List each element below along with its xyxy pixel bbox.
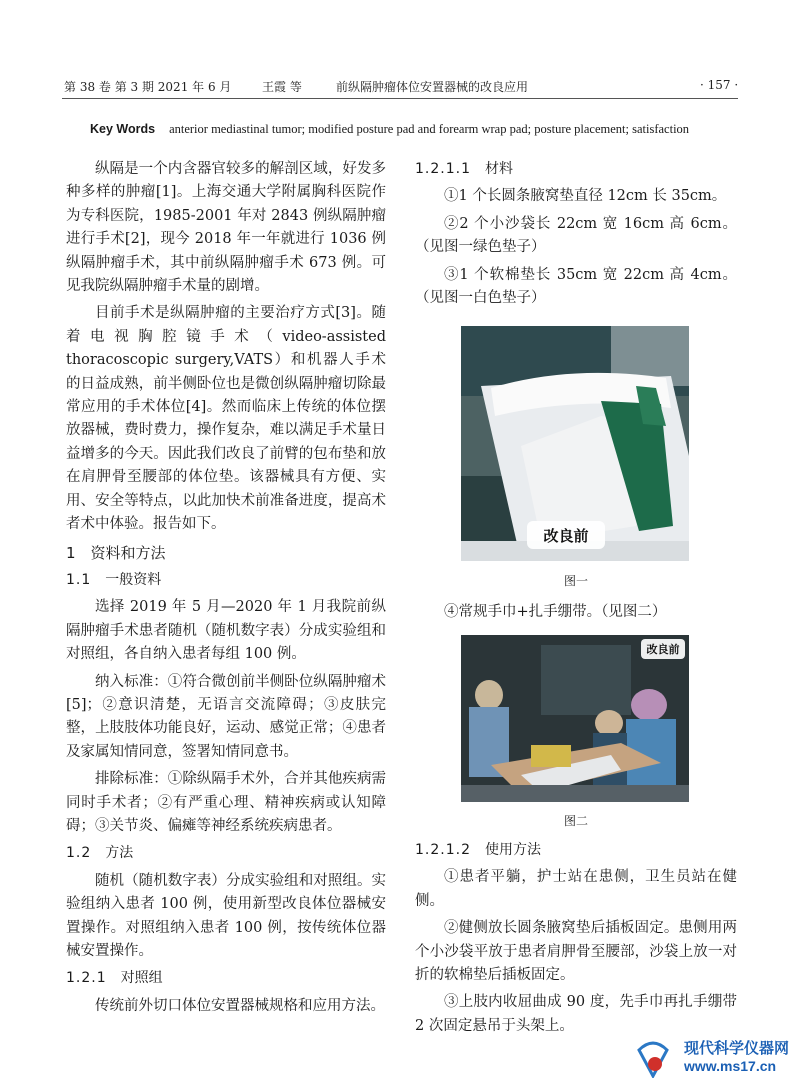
figure-1-label: 改良前 (527, 521, 605, 549)
material-item-1: ①1 个长圆条腋窝垫直径 12cm 长 35cm。 (444, 188, 727, 205)
paragraph-exclusion: 排除标准：①除纵隔手术外，合并其他疾病需同时手术者；②有严重心理、精神疾病或认知障碍；③关节炎、偏瘫等神经系统疾病患者。 (66, 771, 386, 834)
page-number: · 157 · (700, 78, 739, 92)
watermark-logo-icon (633, 1038, 673, 1078)
section-1-1-heading: 1.1 一般资料 (66, 571, 162, 588)
section-1-2-1-heading: 1.2.1 对照组 (66, 970, 163, 987)
figure-1-photo (461, 326, 689, 561)
watermark-name[interactable]: 现代科学仪器网 (684, 1039, 790, 1057)
keywords-line (90, 122, 689, 137)
figure-2-label: 改良前 (641, 639, 685, 659)
keywords-label: Key Words (90, 122, 156, 136)
paragraph-inclusion: 纳入标准：①符合微创前半侧卧位纵隔肿瘤术[5]；②意识清楚，无语言交流障碍；③皮肤完整，上肢肢体功能良好，运动、感觉正常；④患者及家属知情同意，签署知情同意书。 (66, 673, 386, 760)
material-item-2: ②2 个小沙袋长 22cm 宽 16cm 高 6cm。（见图一绿色垫子） (415, 215, 737, 256)
paragraph-intro: 纵隔是一个内含器官较多的解剖区域，好发多种多样的肿瘤[1]。上海交通大学附属胸科医院作为专科医院，1985-2001 年对 2843 例纵隔肿瘤进行手术[2]，现今 2018 年一年就进行 1036 例纵隔肿瘤手术，其中前纵隔肿瘤手术 673 例。可见我院纵隔肿瘤手术量的剧增。 (66, 161, 386, 295)
watermark-url[interactable]: www.ms17.cn (684, 1058, 777, 1074)
header-rule (62, 98, 738, 99)
keywords-text: anterior mediastinal tumor; modified posture pad and forearm wrap pad; posture placement; satisfaction (169, 122, 690, 136)
header-authors: 王霞 等 (262, 80, 302, 94)
figure-2-caption: 图二 (564, 814, 589, 828)
figure-2-photo (461, 635, 689, 802)
right-column-mid (415, 601, 737, 628)
usage-step-2: ②健侧放长圆条腋窝垫后插板固定。患侧用两个小沙袋平放于患者肩胛骨至腰部，沙袋上放一对折的软棉垫后插板固定。 (415, 920, 737, 984)
left-column (66, 158, 386, 1022)
material-item-3: ③1 个软棉垫长 35cm 宽 22cm 高 4cm。（见图一白色垫子） (415, 266, 737, 307)
journal-issue: 第 38 卷 第 3 期 2021 年 6 月 (64, 80, 232, 94)
section-1-heading: 1 资料和方法 (66, 543, 166, 562)
paragraph-treatment: 目前手术是纵隔肿瘤的主要治疗方式[3]。随着电视胸腔镜手术（video-assisted thoracoscopic surgery,VATS）和机器人手术的日益成熟，前半侧卧位也是微创纵隔肿瘤切除最常应用的手术体位[4]。然而临床上传统的体位摆放器械，费时费力，操作复杂，难以满足手术量日益增多的今天。因此我们改良了前臂的包布垫和放在肩胛骨至腰部的体位垫。该器械具有方便、实用、安全等特点，以此加快术前准备进度，提高术者术中体验。报告如下。 (66, 305, 386, 533)
right-column-top (415, 158, 737, 314)
section-1-2-1-2-heading: 1.2.1.2 使用方法 (415, 842, 541, 858)
material-item-4: ④常规手巾+扎手绷带。（见图二） (444, 604, 667, 620)
right-column-bottom (415, 839, 737, 1042)
usage-step-1: ①患者平躺，护士站在患侧，卫生员站在健侧。 (415, 869, 737, 909)
figure-1-caption: 图一 (564, 574, 589, 588)
paragraph-general: 选择 2019 年 5 月—2020 年 1 月我院前纵隔肿瘤手术患者随机（随机数字表）分成实验组和对照组，各自纳入患者每组 100 例。 (66, 599, 386, 663)
section-1-2-heading: 1.2 方法 (66, 845, 134, 862)
paragraph-method: 随机（随机数字表）分成实验组和对照组。实验组纳入患者 100 例，使用新型改良体位器械安置操作。对照组纳入患者 100 例，按传统体位器械安置操作。 (66, 872, 386, 959)
figure-2-illustration (461, 635, 689, 802)
section-1-2-1-1-heading: 1.2.1.1 材料 (415, 161, 513, 177)
usage-step-3: ③上肢内收屈曲成 90 度，先手巾再扎手绷带 2 次固定悬吊于头架上。 (415, 994, 737, 1034)
header-title: 前纵隔肿瘤体位安置器械的改良应用 (336, 80, 529, 94)
paragraph-control: 传统前外切口体位安置器械规格和应用方法。 (95, 997, 385, 1014)
